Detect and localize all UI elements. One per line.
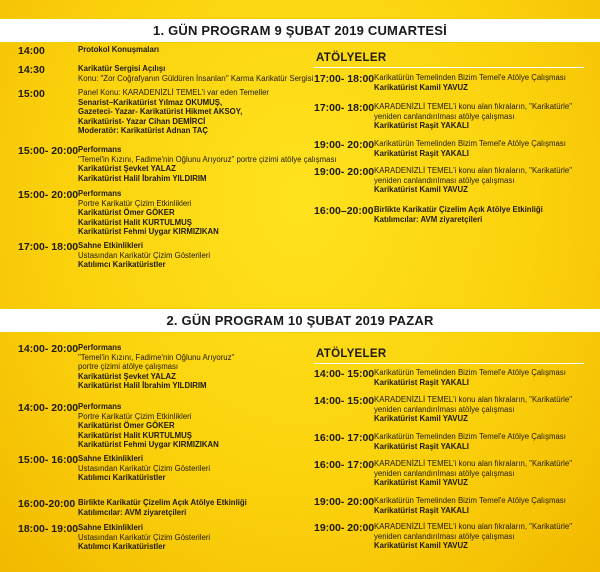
event-line: Karikatürist Halit KURTULMUŞ: [78, 217, 192, 227]
event-line: Birlikte Karikatür Çizelim Açık Atölye Etkinliği: [78, 498, 247, 507]
event-time: 14:30: [18, 64, 45, 76]
event-line: yeniden canlandırılması atölye çalışması: [374, 404, 515, 414]
event-line: Karikatürist Halit KURTULMUŞ: [78, 430, 192, 440]
event-details: [78, 189, 219, 237]
day1-workshops-heading: ATÖLYELER: [316, 52, 387, 64]
day2-title-banner: [0, 308, 600, 333]
event-line: Katılımcılar: AVM ziyaretçileri: [374, 214, 483, 224]
event-line: Karikatürist Kamil YAVUZ: [374, 82, 468, 92]
event-line: Karikatürist Raşit YAKALI: [374, 505, 469, 515]
event-details: [374, 102, 572, 131]
event-line: Sahne Etkinlikleri: [78, 241, 143, 250]
day2-events: [18, 343, 308, 568]
event-line: "Temel'in Kızını, Fadime'nin Oğlunu Arıyoruz" portre çizimi atölye çalışması: [78, 154, 337, 164]
event-time: 18:00- 19:00: [18, 523, 79, 535]
event-line: Karikatürün Temelinden Bizim Temel'e Atölye Çalışması: [374, 139, 566, 148]
event-line: Karikatürist Ömer GÖKER: [78, 208, 175, 217]
event-line: Karikatürist Raşit YAKALI: [374, 377, 469, 387]
event-line: Katılımcı Karikatüristler: [78, 473, 166, 482]
event-line: KARADENİZLİ TEMEL'i konu alan fıkraların, "Karikatürle": [374, 166, 572, 175]
event-time: 19:00- 20:00: [314, 496, 375, 508]
event-line: Karikatürist Fehmi Uygar KIRMIZIKAN: [78, 440, 219, 449]
event-line: Katılımcı Karikatüristler: [78, 542, 166, 551]
event-line: portre çizimi atölye çalışması: [78, 362, 179, 371]
event-line: "Temel'in Kızını, Fadime'nin Oğlunu Arıyoruz": [78, 352, 235, 362]
event-details: [78, 241, 210, 270]
event-line: Karikatürist Halil İbrahim YILDIRIM: [78, 381, 207, 390]
event-line: Protokol Konuşmaları: [78, 45, 160, 54]
day2-title: 2. GÜN PROGRAM 10 ŞUBAT 2019 PAZAR: [166, 313, 434, 328]
event-details: [78, 88, 269, 136]
event-details: [374, 368, 566, 387]
event-line: Karikatürist Şevket YALAZ: [78, 164, 176, 173]
event-time: 16:00- 17:00: [314, 459, 375, 471]
event-line: Sahne Etkinlikleri: [78, 523, 143, 532]
event-details: [374, 459, 572, 488]
event-details: [374, 522, 572, 551]
event-line: Karikatürist- Yazar Cihan DEMİRCİ: [78, 116, 206, 126]
event-line: Karikatürist Kamil YAVUZ: [374, 414, 468, 423]
event-time: 19:00- 20:00: [314, 139, 375, 151]
event-line: Senarist–Karikatürist Yılmaz OKUMUŞ,: [78, 97, 223, 107]
event-time: 15:00- 20:00: [18, 189, 79, 201]
event-details: [78, 145, 337, 183]
event-time: 14:00: [18, 45, 45, 57]
event-line: Sahne Etkinlikleri: [78, 454, 143, 463]
workshops-divider: [314, 363, 584, 364]
event-line: Katılımcı Karikatüristler: [78, 260, 166, 269]
event-line: Karikatürist Şevket YALAZ: [78, 371, 176, 381]
event-line: Karikatürün Temelinden Bizim Temel'e Atölye Çalışması: [374, 368, 566, 377]
event-details: [78, 523, 210, 552]
event-details: [78, 454, 210, 483]
event-time: 15:00: [18, 88, 45, 100]
event-line: Ustasından Karikatür Çizim Gösterileri: [78, 463, 211, 473]
event-time: 17:00- 18:00: [314, 102, 375, 114]
event-time: 14:00- 15:00: [314, 368, 375, 380]
event-details: [78, 64, 313, 83]
event-line: Karikatürün Temelinden Bizim Temel'e Atölye Çalışması: [374, 496, 566, 505]
event-details: [78, 343, 234, 391]
event-line: Panel Konu: KARADENİZLİ TEMEL'i var eden Temeller: [78, 88, 270, 97]
event-line: Karikatür Sergisi Açılışı: [78, 64, 166, 73]
day1-workshops: [314, 47, 594, 247]
event-line: yeniden canlandırılması atölye çalışması: [374, 531, 515, 541]
event-line: Gazeteci- Yazar- Karikatürist Hikmet AKSOY,: [78, 107, 243, 116]
event-details: [374, 166, 572, 195]
event-time: 16:00- 17:00: [314, 432, 375, 444]
event-time: 17:00- 18:00: [314, 73, 375, 85]
event-details: [374, 205, 543, 224]
event-line: Karikatürist Kamil YAVUZ: [374, 185, 468, 194]
event-time: 15:00- 16:00: [18, 454, 79, 466]
day1-events: [18, 45, 337, 285]
event-line: Karikatürist Kamil YAVUZ: [374, 541, 468, 550]
event-line: KARADENİZLİ TEMEL'i konu alan fıkraların, "Karikatürle": [374, 522, 572, 531]
event-line: Performans: [78, 402, 122, 411]
day1-title: 1. GÜN PROGRAM 9 ŞUBAT 2019 CUMARTESİ: [153, 23, 447, 38]
event-line: Performans: [78, 189, 122, 198]
event-line: KARADENİZLİ TEMEL'i konu alan fıkraların, "Karikatürle": [374, 395, 572, 404]
event-line: Karikatürün Temelinden Bizim Temel'e Atölye Çalışması: [374, 73, 566, 82]
event-line: Karikatürist Halil İbrahim YILDIRIM: [78, 173, 207, 183]
event-line: Karikatürist Fehmi Uygar KIRMIZIKAN: [78, 227, 219, 236]
event-line: Portre Karikatür Çizim Etkinlikleri: [78, 198, 192, 208]
workshops-divider: [314, 67, 584, 68]
event-line: Ustasından Karikatür Çizim Gösterileri: [78, 250, 211, 260]
event-line: Portre Karikatür Çizim Etkinlikleri: [78, 411, 192, 421]
event-line: Karikatürün Temelinden Bizim Temel'e Atölye Çalışması: [374, 432, 566, 441]
event-line: KARADENİZLİ TEMEL'i konu alan fıkraların, "Karikatürle": [374, 102, 572, 111]
event-details: [78, 498, 247, 517]
event-line: Konu: "Zor Coğrafyanın Güldüren İnsanları" Karma Karikatür Sergisi: [78, 73, 314, 83]
event-line: Karikatürist Raşit YAKALI: [374, 441, 469, 451]
event-line: KARADENİZLİ TEMEL'i konu alan fıkraların, "Karikatürle": [374, 459, 572, 468]
event-time: 16:00-20:00: [18, 498, 76, 510]
event-line: Karikatürist Kamil YAVUZ: [374, 478, 468, 487]
event-line: Katılımcılar: AVM ziyaretçileri: [78, 507, 187, 517]
event-line: Performans: [78, 343, 122, 352]
event-line: yeniden canlandırılması atölye çalışması: [374, 468, 515, 478]
event-time: 15:00- 20:00: [18, 145, 79, 157]
event-details: [374, 73, 566, 92]
event-line: Karikatürist Ömer GÖKER: [78, 421, 175, 430]
event-time: 19:00- 20:00: [314, 522, 375, 534]
event-line: Performans: [78, 145, 122, 154]
event-line: yeniden canlandırılması atölye çalışması: [374, 111, 515, 121]
event-line: Birlikte Karikatür Çizelim Açık Atölye Etkinliği: [374, 205, 543, 214]
event-time: 17:00- 18:00: [18, 241, 79, 253]
event-line: Karikatürist Raşit YAKALI: [374, 121, 469, 130]
event-details: [78, 45, 159, 55]
day2-workshops-heading: ATÖLYELER: [316, 348, 387, 360]
event-line: Karikatürist Raşit YAKALI: [374, 148, 469, 158]
event-details: [78, 402, 219, 450]
event-time: 19:00- 20:00: [314, 166, 375, 178]
event-details: [374, 496, 566, 515]
event-time: 14:00- 20:00: [18, 402, 79, 414]
event-line: Ustasından Karikatür Çizim Gösterileri: [78, 532, 211, 542]
event-time: 14:00- 15:00: [314, 395, 375, 407]
event-time: 16:00–20:00: [314, 205, 374, 217]
event-details: [374, 432, 566, 451]
event-details: [374, 395, 572, 424]
event-details: [374, 139, 566, 158]
day2-workshops: [314, 345, 594, 570]
day1-title-banner: [0, 18, 600, 43]
event-time: 14:00- 20:00: [18, 343, 79, 355]
event-line: Moderatör: Karikatürist Adnan TAÇ: [78, 126, 208, 135]
event-line: yeniden canlandırılması atölye çalışması: [374, 175, 515, 185]
